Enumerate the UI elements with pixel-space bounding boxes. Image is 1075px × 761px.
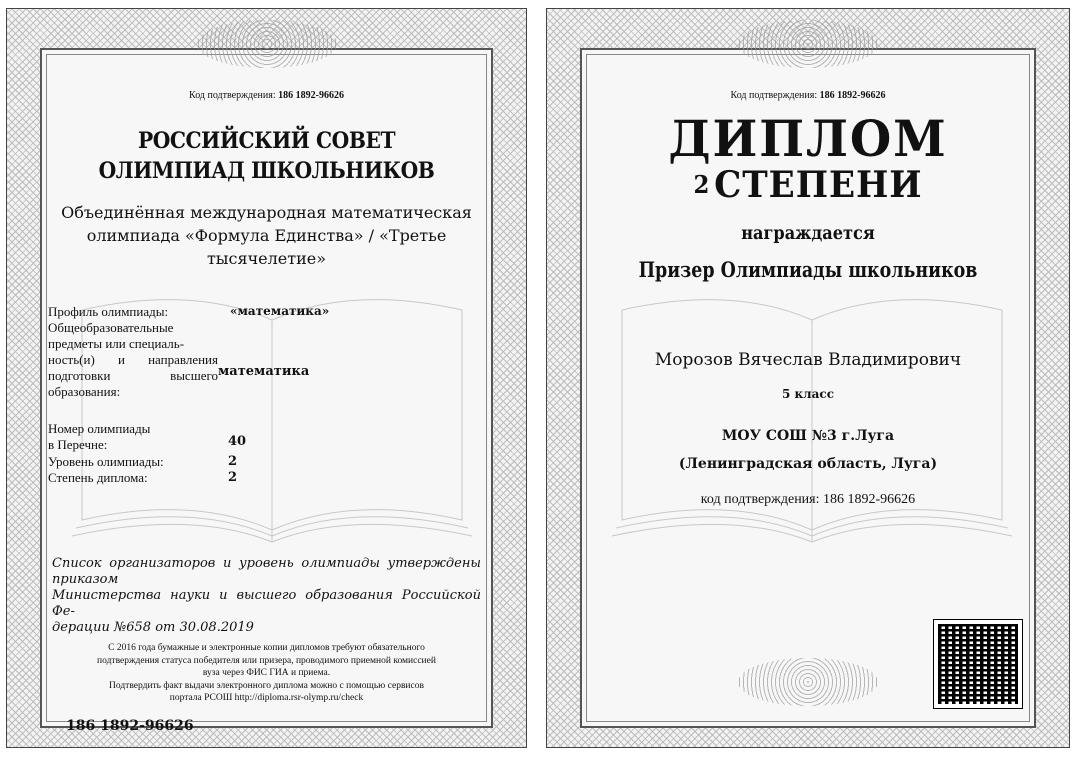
winner-status: Призер Олимпиады школьников (638, 257, 978, 282)
number-label-line1: Номер олимпиады (48, 421, 151, 436)
qr-code (934, 620, 1022, 708)
degree-value: 2 (228, 470, 238, 485)
confirmation-code-2: 186 1892-96626 (823, 492, 916, 507)
confirmation-code-line (546, 90, 1070, 101)
olympiad-name-line1: Объединённая международная математическая (61, 203, 472, 222)
order-note-line3: Министерства науки и высшего образования Российской Фе- (52, 588, 481, 619)
verification-note-line1: С 2016 года бумажные и электронные копии дипломов требуют обязательного (108, 643, 425, 653)
subjects-label-line1: Общеобразовательные (48, 320, 174, 335)
subjects-value: математика (218, 364, 310, 379)
order-note-line2: приказом (52, 572, 119, 587)
confirmation-label: Код подтверждения: (189, 90, 276, 101)
diploma-back-sheet (6, 8, 527, 748)
number-value: 40 (228, 434, 247, 449)
open-book-watermark (612, 280, 1012, 550)
awarded-text: награждается (741, 222, 875, 244)
verification-note-line4: Подтвердить факт выдачи электронного диплома можно с помощью сервисов (109, 680, 424, 691)
confirmation-label-2: код подтверждения: (700, 492, 820, 507)
olympiad-name-line3: тысячелетие» (206, 249, 327, 268)
verification-note-line5: портала РСОШ http://diploma.rsr-olymp.ru/check (169, 693, 364, 703)
top-rosette (738, 20, 878, 68)
confirmation-label: Код подтверждения: (730, 90, 818, 101)
degree-number: 2 (693, 170, 711, 199)
profile-label: Профиль олимпиады: (48, 304, 169, 319)
bottom-code: 186 1892-96626 (66, 718, 194, 734)
confirmation-code-line-2 (546, 492, 1070, 508)
olympiad-name-line2: олимпиада «Формула Единства» / «Третье (86, 226, 447, 245)
number-label-line2: в Перечне: (48, 437, 108, 452)
order-note (52, 556, 481, 636)
subjects-label-line5: образования: (48, 384, 121, 399)
confirmation-code: 186 1892-96626 (278, 90, 344, 101)
bottom-rosette (738, 658, 878, 706)
number-label (48, 421, 150, 453)
council-title-line2: ОЛИМПИАД ШКОЛЬНИКОВ (98, 158, 435, 184)
confirmation-code-line (6, 90, 527, 101)
degree-label: Степень диплома: (48, 470, 148, 485)
level-value: 2 (228, 454, 238, 469)
verification-note-line2: подтверждения статуса победителя или призера, проводимого приемной комиссией (97, 655, 436, 666)
degree-word: СТЕПЕНИ (714, 164, 923, 206)
order-note-line4: дерации №658 от 30.08.2019 (52, 620, 254, 635)
council-title (27, 126, 506, 186)
profile-value: «математика» (230, 304, 330, 318)
recipient-school: МОУ СОШ №3 г.Луга (721, 428, 895, 444)
recipient-grade: 5 класс (781, 387, 835, 401)
subjects-label-line3: ность(и) и направления (48, 352, 218, 367)
subjects-label-line2: предметы или специаль- (48, 336, 185, 351)
olympiad-name (28, 201, 505, 270)
subjects-label (48, 320, 218, 400)
subjects-label-line4: подготовки высшего (48, 368, 218, 383)
level-label: Уровень олимпиады: (48, 454, 164, 469)
top-rosette (197, 20, 337, 68)
diploma-title: ДИПЛОМ (668, 109, 948, 168)
confirmation-code: 186 1892-96626 (819, 90, 886, 101)
recipient-region: (Ленинградская область, Луга) (678, 456, 938, 472)
recipient-name: Морозов Вячеслав Владимирович (654, 350, 962, 370)
diploma-degree (559, 164, 1057, 206)
council-title-line1: РОССИЙСКИЙ СОВЕТ (137, 128, 396, 154)
diploma-front-sheet (546, 8, 1070, 748)
verification-note (46, 642, 487, 705)
verification-note-line3: вуза через ФИС ГИА и приема. (202, 668, 331, 678)
order-note-line1: Список организаторов и уровень олимпиады утверждены (52, 556, 481, 571)
